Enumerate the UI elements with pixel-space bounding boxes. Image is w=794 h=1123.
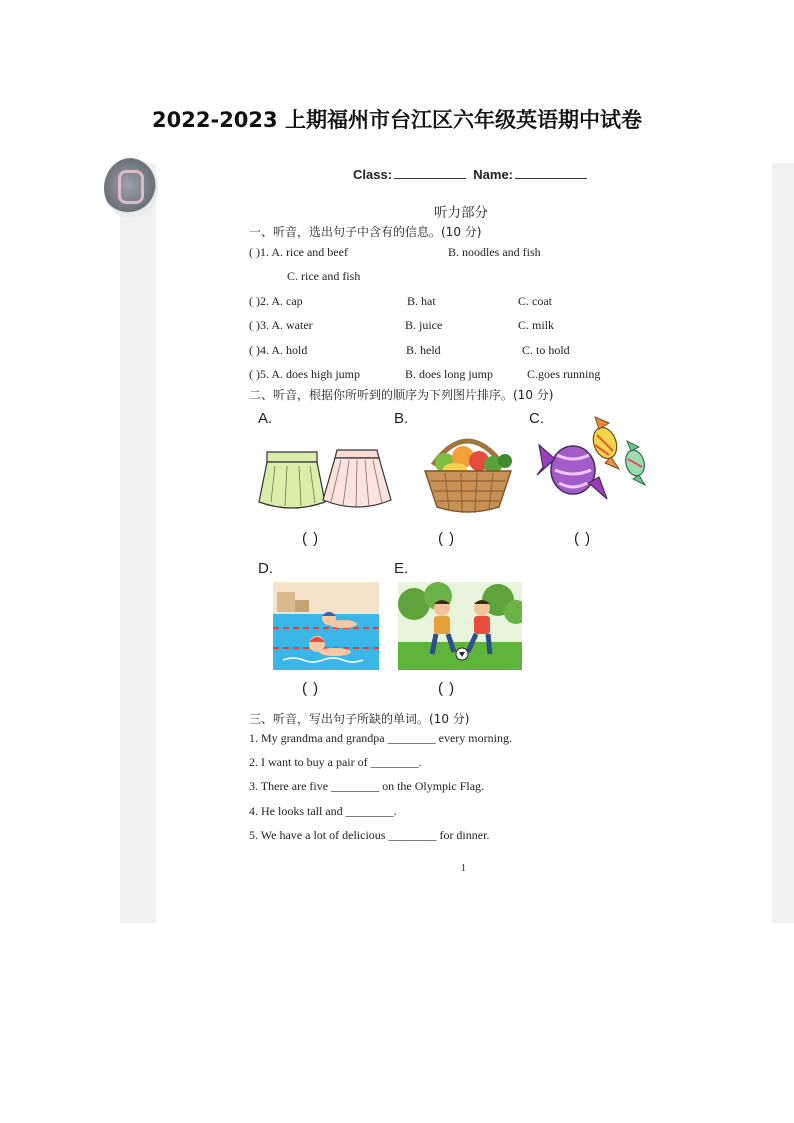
picture-label-d: D. [258, 560, 273, 577]
part2-heading: 二、听音，根据你所听到的顺序为下列图片排序。(10 分) [249, 388, 554, 402]
class-label: Class: [353, 167, 393, 182]
logo-watermark-icon [104, 158, 158, 218]
q5-option-c: C.goes running [527, 367, 601, 381]
scan-left-margin [120, 163, 156, 923]
class-name-line [353, 167, 587, 182]
sentence-2: 2. I want to buy a pair of ________. [249, 755, 422, 769]
scan-right-margin [772, 163, 794, 923]
picture-label-b: B. [394, 410, 409, 427]
answer-blank-d[interactable]: ( ) [302, 680, 320, 697]
answer-blank-e[interactable]: ( ) [438, 680, 456, 697]
answer-blank-a[interactable]: ( ) [302, 530, 320, 547]
q5-prefix: ( )5. A. does high jump [249, 367, 360, 381]
sentence-5: 5. We have a lot of delicious ________ for dinner. [249, 828, 490, 842]
q2-option-b: B. hat [407, 294, 436, 308]
swimming-picture [273, 582, 379, 670]
candies-picture [535, 415, 655, 515]
picture-label-e: E. [394, 560, 409, 577]
sentence-4: 4. He looks tall and ________. [249, 804, 397, 818]
q3-option-b: B. juice [405, 318, 443, 332]
football-picture [398, 582, 522, 670]
fruit-basket-picture [415, 425, 520, 520]
part3-heading: 三、听音，写出句子所缺的单词。(10 分) [249, 712, 470, 726]
scanned-page [120, 163, 794, 923]
q1-prefix: ( )1. A. rice and beef [249, 245, 348, 259]
section-title: 听力部分 [434, 205, 488, 221]
sentence-3: 3. There are five ________ on the Olympic Flag. [249, 779, 485, 793]
q5-option-b: B. does long jump [405, 367, 494, 381]
q3-option-c: C. milk [518, 318, 555, 332]
q2-prefix: ( )2. A. cap [249, 294, 303, 308]
answer-blank-c[interactable]: ( ) [574, 530, 592, 547]
sentence-1: 1. My grandma and grandpa ________ every morning. [249, 731, 512, 745]
q1-option-b: B. noodles and fish [448, 245, 541, 259]
q4-option-c: C. to hold [522, 343, 570, 357]
q3-prefix: ( )3. A. water [249, 318, 313, 332]
answer-blank-b[interactable]: ( ) [438, 530, 456, 547]
part1-heading: 一、听音，选出句子中含有的信息。(10 分) [249, 225, 482, 239]
name-label: Name: [473, 167, 514, 182]
q4-option-b: B. held [406, 343, 441, 357]
q2-option-c: C. coat [518, 294, 552, 308]
skirts-picture [255, 440, 395, 518]
class-blank [394, 167, 466, 179]
q1-option-c: C. rice and fish [287, 269, 361, 283]
picture-label-a: A. [258, 410, 273, 427]
page-number: 1 [461, 863, 466, 874]
picture-label-c: C. [529, 410, 544, 427]
name-blank [515, 167, 587, 179]
document-title: 2022-2023 上期福州市台江区六年级英语期中试卷 [152, 108, 642, 132]
q4-prefix: ( )4. A. hold [249, 343, 308, 357]
